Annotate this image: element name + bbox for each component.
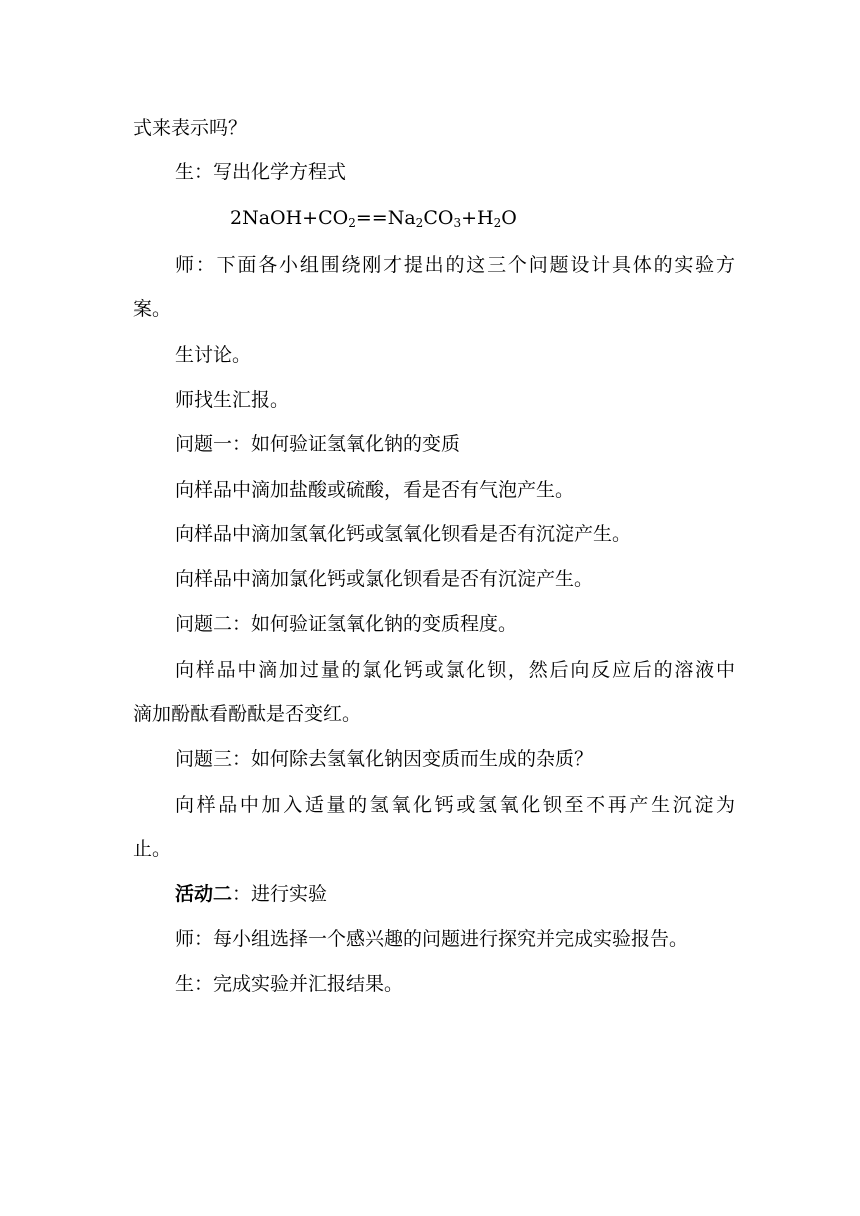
paragraph-line: 止。 — [133, 838, 172, 860]
paragraph-line: 师：下面各小组围绕刚才提出的这三个问题设计具体的实验方 — [175, 254, 735, 276]
paragraph-line: 问题二：如何验证氢氧化钠的变质程度。 — [175, 613, 518, 635]
paragraph-line: 式来表示吗？ — [133, 117, 248, 139]
paragraph-line: 师：每小组选择一个感兴趣的问题进行探究并完成实验报告。 — [175, 928, 689, 950]
paragraph-line: 向样品中滴加氯化钙或氯化钡看是否有沉淀产生。 — [175, 568, 594, 590]
paragraph-line: 向样品中滴加过量的氯化钙或氯化钡，然后向反应后的溶液中 — [175, 659, 735, 681]
paragraph-line: 问题三：如何除去氢氧化钠因变质而生成的杂质？ — [175, 748, 594, 770]
paragraph-line: 问题一：如何验证氢氧化钠的变质 — [175, 433, 461, 455]
paragraph-line: 向样品中加入适量的氢氧化钙或氢氧化钡至不再产生沉淀为 — [175, 794, 735, 816]
paragraph-line: 生：完成实验并汇报结果。 — [175, 973, 404, 995]
paragraph-line: 生讨论。 — [175, 344, 252, 366]
paragraph-line: 生：写出化学方程式 — [175, 161, 347, 183]
paragraph-line: 滴加酚酞看酚酞是否变红。 — [133, 703, 362, 725]
section-heading-line: 活动二：进行实验 — [175, 883, 328, 905]
chemical-equation: $2NaOH+CO_2==Na_2CO_3+H_2O$ — [230, 207, 517, 230]
paragraph-line: 向样品中滴加氢氧化钙或氢氧化钡看是否有沉淀产生。 — [175, 523, 632, 545]
paragraph-line: 向样品中滴加盐酸或硫酸，看是否有气泡产生。 — [175, 479, 575, 501]
section-heading: 活动二 — [175, 883, 233, 905]
paragraph-line: 案。 — [133, 298, 172, 320]
paragraph-line: 师找生汇报。 — [175, 389, 290, 411]
